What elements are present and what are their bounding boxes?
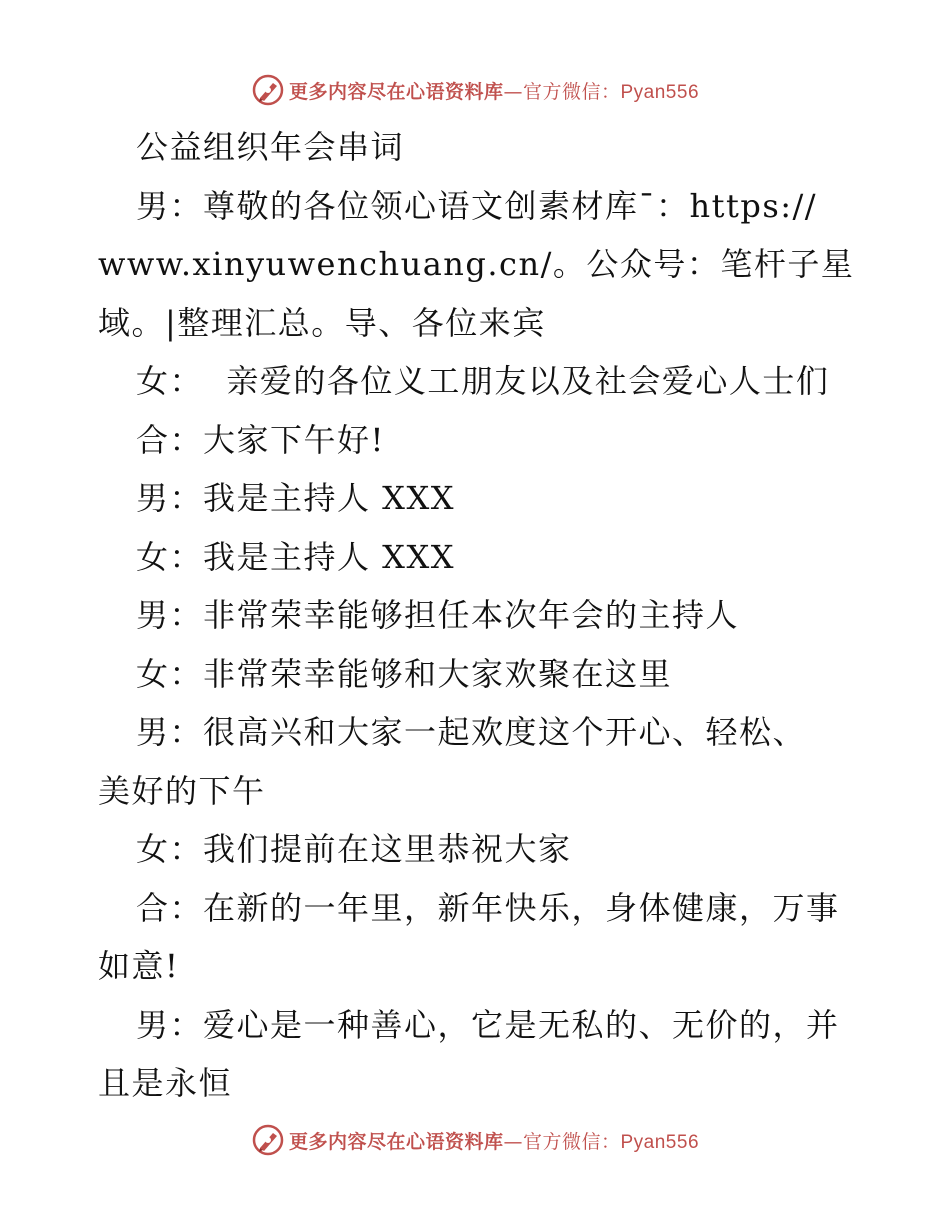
watermark-wechat-id: Pyan556 (620, 1131, 700, 1153)
watermark-separator: — (503, 1130, 523, 1153)
text-line: 女：我们提前在这里恭祝大家 (136, 830, 572, 868)
text-line: 男：爱心是一种善心，它是无私的、无价的，并 (136, 1005, 840, 1044)
text-line: 如意! (98, 947, 180, 985)
text-line: 男：我是主持人 XXX (136, 479, 456, 517)
text-line: 合：大家下午好! (136, 420, 385, 459)
watermark-wechat-label: 官方微信： (522, 1130, 621, 1153)
text-line: 美好的下午 (98, 771, 266, 810)
document-body (98, 118, 858, 1113)
text-line: www.xinyuwenchuang.cn/。公众号：笔杆子星 (98, 245, 855, 283)
text-line: 女： 亲爱的各位义工朋友以及社会爱心人士们 (136, 362, 830, 400)
pen-logo-icon (251, 1123, 285, 1157)
header-watermark-banner (0, 70, 950, 110)
watermark-main-text: 更多内容尽在心语资料库 (288, 80, 504, 103)
text-line: 男：尊敬的各位领心语文创素材库¯：https:// (136, 186, 818, 225)
document-title: 公益组织年会串词 (136, 128, 405, 166)
pen-logo-icon (251, 73, 285, 107)
watermark-wechat-id: Pyan556 (620, 81, 700, 103)
text-line: 合：在新的一年里，新年快乐，身体健康，万事 (136, 888, 840, 927)
text-line: 女：非常荣幸能够和大家欢聚在这里 (136, 654, 673, 693)
text-line: 男：非常荣幸能够担任本次年会的主持人 (136, 596, 740, 634)
watermark-main-text: 更多内容尽在心语资料库 (288, 1130, 504, 1153)
text-line: 男：很高兴和大家一起欢度这个开心、轻松、 (136, 713, 807, 751)
watermark-wechat-label: 官方微信： (522, 80, 621, 103)
text-line: 且是永恒 (98, 1064, 233, 1102)
text-line: 域。|整理汇总。导、各位来宾 (98, 303, 546, 342)
watermark-text (289, 77, 699, 104)
watermark-separator: — (503, 80, 523, 103)
text-line: 女：我是主持人 XXX (136, 537, 456, 576)
watermark-text (289, 1127, 699, 1154)
footer-watermark-banner (0, 1120, 950, 1160)
